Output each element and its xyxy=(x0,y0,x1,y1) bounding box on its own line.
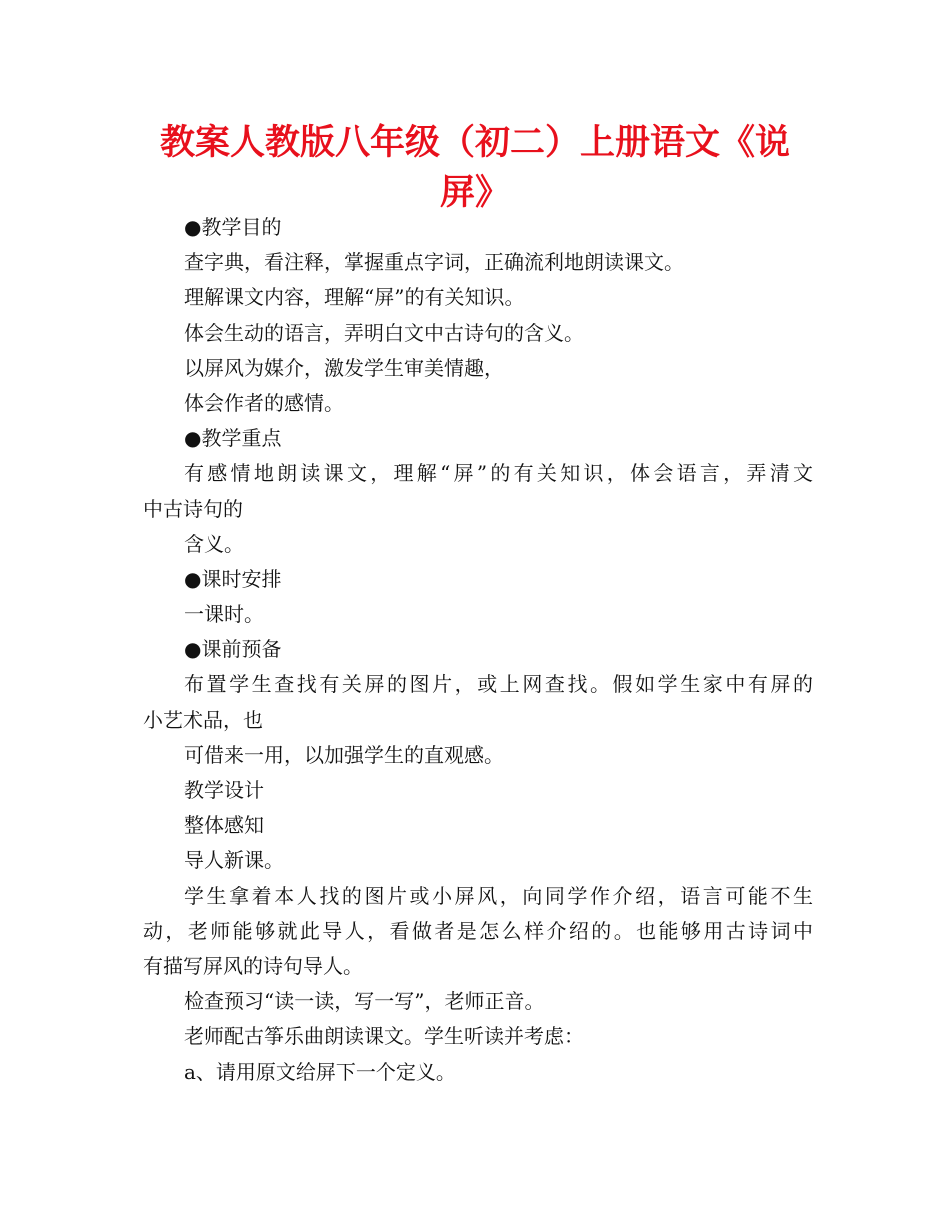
text-line: 检查预习“读一读，写一写”，老师正音。 xyxy=(184,989,545,1014)
text-line: 理解课文内容，理解“屏”的有关知识。 xyxy=(184,285,525,310)
text-line: 老师配古筝乐曲朗读课文。学生听读并考虑： xyxy=(184,1024,584,1049)
text-line: 教学设计 xyxy=(184,778,264,802)
text-line: 体会生动的语言，弄明白文中古诗句的含义。 xyxy=(184,320,584,345)
text-line: ●课时安排 xyxy=(184,566,282,591)
text-line: 有感情地朗读课文，理解“屏”的有关知识，体会语言，弄清文 xyxy=(184,461,813,486)
document-title: 教案人教版八年级（初二）上册语文《说屏》 xyxy=(159,123,790,213)
text-line: ●教学目的 xyxy=(184,215,282,239)
text-line: 一课时。 xyxy=(184,602,264,627)
text-line: a、请用原文给屏下一个定义。 xyxy=(184,1059,456,1084)
document-body xyxy=(143,210,813,1090)
text-line: 学生拿着本人找的图片或小屏风，向同学作介绍，语言可能不生 xyxy=(184,883,813,908)
text-line: 动，老师能够就此导人，看做者是怎么样介绍的。也能够用古诗词中 xyxy=(143,918,813,943)
text-line: 导人新课。 xyxy=(184,848,284,873)
text-line: 小艺术品，也 xyxy=(143,707,263,732)
text-line: ●课前预备 xyxy=(184,637,282,662)
text-line: 以屏风为媒介，激发学生审美情趣， xyxy=(184,355,504,380)
text-line: 含义。 xyxy=(184,531,244,556)
text-line: 布置学生查找有关屏的图片，或上网查找。假如学生家中有屏的 xyxy=(184,672,813,697)
text-line: 中古诗句的 xyxy=(143,496,243,521)
text-line: 有描写屏风的诗句导人。 xyxy=(143,953,363,978)
text-line: 查字典，看注释，掌握重点字词，正确流利地朗读课文。 xyxy=(184,250,684,275)
text-line: 体会作者的感情。 xyxy=(184,390,344,415)
text-line: 可借来一用，以加强学生的直观感。 xyxy=(184,742,504,767)
text-line: ●教学重点 xyxy=(184,426,282,451)
text-line: 整体感知 xyxy=(184,813,264,838)
